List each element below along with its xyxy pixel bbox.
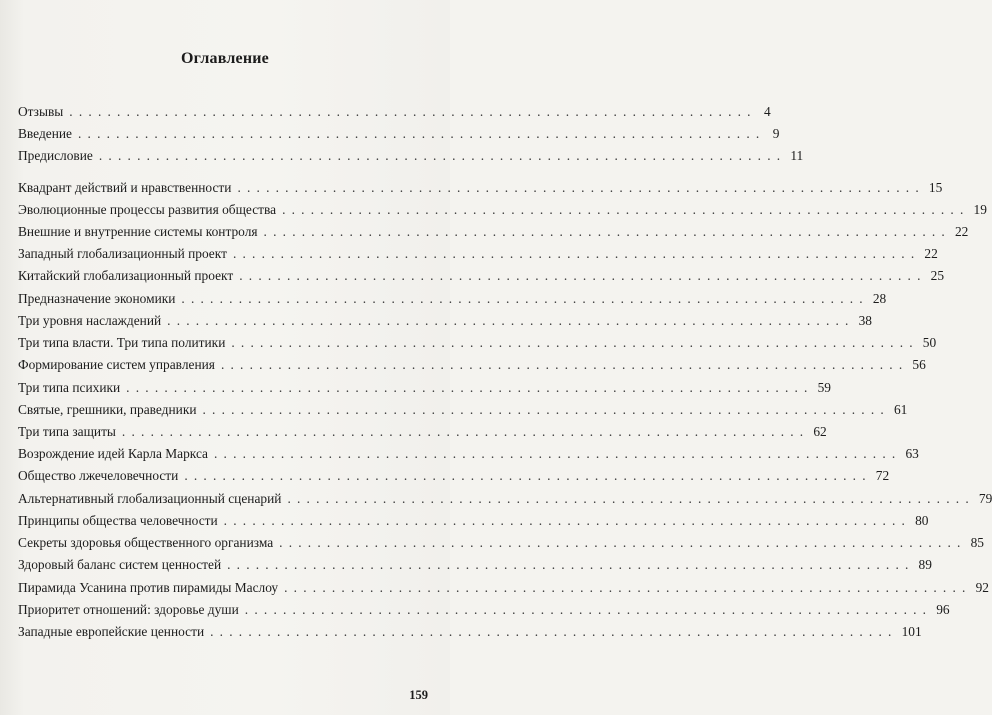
toc-entry-title: Три уровня наслаждений <box>18 313 162 328</box>
toc-entry-page: 50 <box>922 335 937 350</box>
toc-entry <box>18 422 827 442</box>
toc-entry-page: 59 <box>817 380 831 395</box>
toc-entry <box>18 355 926 375</box>
dot-leader: ........................................................................ <box>279 535 967 550</box>
toc-entry <box>18 489 992 509</box>
toc-entry-page: 63 <box>905 446 919 461</box>
toc-entry-page: 22 <box>954 224 969 239</box>
toc-entry <box>18 124 780 144</box>
dot-leader: ........................................................................ <box>223 513 912 528</box>
toc-entry <box>18 102 771 122</box>
toc-entry-title: Здоровый баланс систем ценностей <box>18 557 222 572</box>
toc-entry <box>18 400 908 420</box>
toc-entry <box>18 222 969 242</box>
toc-entry-title: Внешние и внутренние системы контроля <box>18 224 258 239</box>
toc-entry-page: 9 <box>772 126 780 141</box>
dot-leader: ........................................................................ <box>214 446 902 461</box>
dot-leader: ........................................................................ <box>287 491 975 506</box>
toc-entry-title: Предназначение экономики <box>18 291 176 306</box>
toc-entry-page: 92 <box>975 580 989 595</box>
dot-leader: ........................................................................ <box>202 402 890 417</box>
toc-entry-page: 38 <box>858 313 872 328</box>
dot-leader: ........................................................................ <box>232 246 921 261</box>
toc-entry-page: 89 <box>918 557 932 572</box>
toc-entry-page: 101 <box>901 624 922 639</box>
toc-entry-title: Эволюционные процессы развития общества <box>18 202 277 217</box>
dot-leader: ........................................................................ <box>239 268 927 283</box>
dot-leader: ........................................................................ <box>263 224 951 239</box>
toc-entry-page: 80 <box>915 513 929 528</box>
toc-entry-page: 61 <box>893 402 908 417</box>
toc-entry <box>18 266 945 286</box>
dot-leader: ........................................................................ <box>69 104 757 119</box>
dot-leader: ........................................................................ <box>77 126 766 141</box>
toc-entry-title: Введение <box>18 126 72 141</box>
toc-entry <box>18 622 922 642</box>
toc-entry <box>18 444 919 464</box>
toc-entry <box>18 600 950 620</box>
toc-entry-title: Отзывы <box>18 104 64 119</box>
page-number: 159 <box>409 688 428 702</box>
toc-entry <box>18 333 937 353</box>
toc-entry-title: Пирамида Усанина против пирамиды Маслоу <box>18 580 279 595</box>
toc-entry <box>18 378 831 398</box>
dot-leader: ........................................................................ <box>121 424 810 439</box>
toc-entry-page: 85 <box>970 535 984 550</box>
toc-entry-page: 96 <box>936 602 950 617</box>
dot-leader: ........................................................................ <box>184 468 872 483</box>
toc-entry <box>18 244 938 264</box>
toc-entry <box>18 146 804 166</box>
dot-leader: ........................................................................ <box>98 148 787 163</box>
toc-entry-page: 15 <box>928 180 943 195</box>
toc-entry-page: 28 <box>872 291 887 306</box>
toc-entry-page: 79 <box>978 491 992 506</box>
toc-entry-page: 22 <box>924 246 938 261</box>
toc-entry-title: Китайский глобализационный проект <box>18 268 234 283</box>
toc-entry-title: Предисловие <box>18 148 93 163</box>
toc-entry-title: Принципы общества человечности <box>18 513 218 528</box>
dot-leader: ........................................................................ <box>244 602 933 617</box>
toc-entry-page: 11 <box>790 148 804 163</box>
dot-leader: ........................................................................ <box>282 202 970 217</box>
toc-entry-title: Альтернативный глобализационный сценарий <box>18 491 282 506</box>
toc-entry-page: 72 <box>875 468 890 483</box>
toc-entry-title: Общество лжечеловечности <box>18 468 179 483</box>
dot-leader: ........................................................................ <box>284 580 972 595</box>
toc-entry <box>18 289 887 309</box>
toc-entry <box>18 200 987 220</box>
toc-entry <box>18 511 929 531</box>
dot-leader: ........................................................................ <box>167 313 855 328</box>
toc-entry <box>18 555 932 575</box>
toc-entry <box>18 311 872 331</box>
dot-leader: ........................................................................ <box>237 180 925 195</box>
dot-leader: ........................................................................ <box>231 335 919 350</box>
dot-leader: ........................................................................ <box>126 380 814 395</box>
toc-entry-title: Три типа защиты <box>18 424 116 439</box>
toc-entry-page: 25 <box>930 268 945 283</box>
toc-entry <box>18 533 984 553</box>
toc-entry-title: Три типа власти. Три типа политики <box>18 335 226 350</box>
toc-entry-page: 62 <box>813 424 827 439</box>
toc-entry-title: Западные европейские ценности <box>18 624 205 639</box>
dot-leader: ........................................................................ <box>181 291 869 306</box>
toc-entry-page: 19 <box>973 202 987 217</box>
toc-entry <box>18 578 989 598</box>
dot-leader: ........................................................................ <box>210 624 898 639</box>
toc-entry-title: Западный глобализационный проект <box>18 246 227 261</box>
toc-entry-title: Святые, грешники, праведники <box>18 402 197 417</box>
toc-entry-page: 4 <box>764 104 771 119</box>
toc-entry <box>18 466 890 486</box>
toc-entry-page: 56 <box>912 357 926 372</box>
dot-leader: ........................................................................ <box>220 357 909 372</box>
toc-entry-title: Секреты здоровья общественного организма <box>18 535 274 550</box>
toc-entry-title: Квадрант действий и нравственности <box>18 180 232 195</box>
toc-entry-title: Возрождение идей Карла Маркса <box>18 446 208 461</box>
page-title: Оглавление <box>181 50 269 67</box>
toc-entry <box>18 178 943 198</box>
toc-entry-title: Три типа психики <box>18 380 121 395</box>
toc-entry-title: Приоритет отношений: здоровье души <box>18 602 239 617</box>
dot-leader: ........................................................................ <box>227 557 915 572</box>
toc-entry-title: Формирование систем управления <box>18 357 215 372</box>
